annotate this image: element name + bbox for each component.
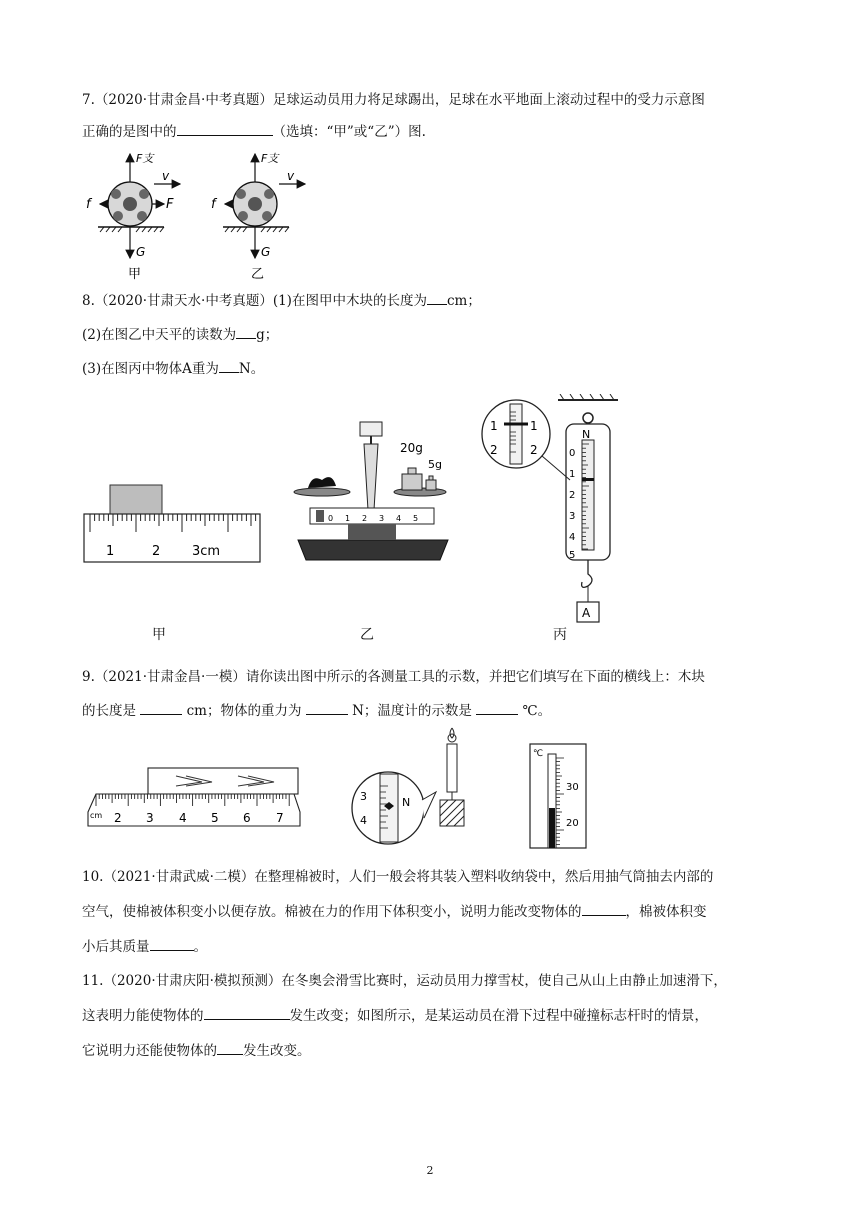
q9-answer-blank-2[interactable] bbox=[306, 700, 348, 715]
q8-balance-scale-4: 4 bbox=[396, 514, 402, 523]
q9-thermometer-unit: ℃ bbox=[533, 749, 544, 759]
q8-spring-scale-0: 0 bbox=[569, 448, 576, 459]
q8-balance-scale-1: 1 bbox=[345, 514, 351, 523]
q7-ball-jia bbox=[86, 152, 180, 282]
q7-jia-F-label: F bbox=[166, 197, 174, 212]
q8-weight-20g-label: 20g bbox=[400, 441, 423, 455]
q9-ruler-unit: cm bbox=[90, 811, 103, 820]
q10-answer-blank-2[interactable] bbox=[150, 936, 194, 951]
q8-magnifier-mark-2-left: 2 bbox=[490, 443, 498, 457]
q9-ruler-tick-4: 4 bbox=[179, 811, 187, 825]
q10-text-3a: 小后其质量 bbox=[82, 939, 150, 955]
q8-balance-figure bbox=[288, 410, 460, 580]
q7-yi-fsupport-label: F支 bbox=[261, 152, 279, 165]
q8-text-1a: 8.（2020·甘肃天水·中考真题）(1)在图甲中木块的长度为 bbox=[82, 293, 427, 309]
q10-text-2a: 空气，使棉被体积变小以便存放。棉被在力的作用下体积变小，说明力能改变物体的 bbox=[82, 904, 582, 920]
q8-magnifier-mark-1-right: 1 bbox=[530, 419, 538, 433]
q9-thermometer-mark-20: 20 bbox=[566, 818, 579, 829]
q8-caption-bing: 丙 bbox=[553, 627, 567, 643]
q8-magnifier-mark-1-left: 1 bbox=[490, 419, 498, 433]
q10-line3 bbox=[82, 930, 782, 965]
q9-text-2d: ℃。 bbox=[522, 703, 552, 719]
q8-balance-scale-5: 5 bbox=[413, 514, 419, 523]
q11-line1: 11.（2020·甘肃庆阳·模拟预测）在冬奥会滑雪比赛时，运动员用力撑雪杖，使自己从山上由静止加速滑下， bbox=[82, 973, 727, 989]
q8-magnifier-mark-2-right: 2 bbox=[530, 443, 538, 457]
q8-balance-scale-2: 2 bbox=[362, 514, 368, 523]
q8-answer-blank-3[interactable] bbox=[219, 358, 239, 373]
q9-spring-unit: N bbox=[402, 796, 411, 809]
q8-object-A-label: A bbox=[582, 606, 591, 620]
q8-spring-scale-figure bbox=[478, 394, 628, 628]
q8-caption-jia: 甲 bbox=[152, 627, 166, 643]
q11-text-3b: 发生改变。 bbox=[243, 1043, 311, 1059]
q9-text-2b: cm；物体的重力为 bbox=[186, 703, 302, 719]
q7-jia-f-label: f bbox=[86, 197, 91, 212]
page-number: 2 bbox=[426, 1164, 434, 1177]
q7-force-diagram bbox=[80, 150, 340, 285]
q8-spring-scale-2: 2 bbox=[569, 490, 576, 501]
q8-line3 bbox=[82, 352, 782, 386]
q7-text-b: （选填：“甲”或“乙”）图. bbox=[272, 124, 426, 140]
question-11 bbox=[82, 964, 782, 1069]
q7-caption-jia: 甲 bbox=[128, 267, 142, 282]
q8-text-1b: cm； bbox=[446, 293, 481, 309]
q10-text-2b: ，棉被体积变 bbox=[625, 904, 707, 920]
q8-answer-blank-2[interactable] bbox=[236, 324, 256, 339]
question-8 bbox=[82, 284, 782, 386]
q7-line1: 7.（2020·甘肃金昌·中考真题）足球运动员用力将足球踢出，足球在水平地面上滚动过程中的受力示意图 bbox=[82, 92, 705, 108]
q9-text-2a: 的长度是 bbox=[82, 703, 136, 719]
q9-ruler-tick-6: 6 bbox=[243, 811, 251, 825]
q8-ruler-tick-1: 1 bbox=[106, 544, 115, 559]
q8-text-3b: N。 bbox=[238, 361, 265, 377]
q8-weight-5g-label: 5g bbox=[428, 458, 442, 471]
q7-yi-G-label: G bbox=[261, 245, 271, 259]
q8-spring-scale-1: 1 bbox=[569, 469, 576, 480]
q8-ruler-tick-2: 2 bbox=[152, 544, 161, 559]
q9-line1: 9.（2021·甘肃金昌·一模）请你读出图中所示的各测量工具的示数，并把它们填写在下面的横线上：木块 bbox=[82, 669, 705, 685]
question-7 bbox=[82, 84, 782, 148]
q8-line1 bbox=[82, 284, 782, 318]
q11-text-2a: 这表明力能使物体的 bbox=[82, 1008, 204, 1024]
q8-balance-scale-0: 0 bbox=[328, 514, 334, 523]
q8-caption-yi: 乙 bbox=[360, 627, 374, 643]
q8-line2 bbox=[82, 318, 782, 352]
q8-text-2a: (2)在图乙中天平的读数为 bbox=[82, 327, 237, 343]
q8-text-2b: g； bbox=[256, 327, 279, 343]
q7-line2 bbox=[82, 116, 782, 148]
q9-spring-scale-figure bbox=[344, 726, 484, 850]
q9-spring-mark-4: 4 bbox=[360, 814, 367, 827]
q8-balance-scale-3: 3 bbox=[379, 514, 385, 523]
q10-answer-blank-1[interactable] bbox=[582, 901, 626, 916]
q7-jia-fsupport-label: F支 bbox=[136, 152, 154, 165]
q8-answer-blank-1[interactable] bbox=[427, 290, 447, 305]
q9-ruler-tick-5: 5 bbox=[211, 811, 219, 825]
q8-text-3a: (3)在图丙中物体A重为 bbox=[82, 361, 219, 377]
question-10 bbox=[82, 860, 782, 965]
q8-spring-scale-3: 3 bbox=[569, 511, 576, 522]
q7-yi-v-label: v bbox=[287, 169, 295, 183]
q7-answer-blank[interactable] bbox=[177, 121, 273, 136]
q7-yi-f-label: f bbox=[211, 197, 216, 212]
q9-answer-blank-1[interactable] bbox=[140, 700, 182, 715]
q9-line2 bbox=[82, 694, 782, 728]
q10-text-3b: 。 bbox=[193, 939, 207, 955]
question-9 bbox=[82, 660, 782, 728]
q7-text-a: 正确的是图中的 bbox=[82, 124, 177, 140]
q10-line2 bbox=[82, 895, 782, 930]
q9-ruler-tick-2: 2 bbox=[114, 811, 122, 825]
q7-jia-v-label: v bbox=[162, 169, 170, 183]
q7-ball-yi bbox=[211, 152, 305, 282]
q11-line2 bbox=[82, 999, 782, 1034]
q9-thermometer-mark-30: 30 bbox=[566, 782, 579, 793]
q7-caption-yi: 乙 bbox=[251, 267, 265, 282]
q8-spring-scale-5: 5 bbox=[569, 550, 576, 561]
q11-answer-blank-1[interactable] bbox=[204, 1005, 290, 1020]
q7-jia-G-label: G bbox=[136, 245, 146, 259]
q11-answer-blank-2[interactable] bbox=[217, 1040, 243, 1055]
q9-thermometer-figure bbox=[528, 742, 590, 850]
q9-text-2c: N；温度计的示数是 bbox=[352, 703, 472, 719]
q9-ruler-figure bbox=[86, 764, 304, 842]
q8-ruler-figure bbox=[82, 480, 264, 570]
q9-spring-mark-3: 3 bbox=[360, 790, 367, 803]
q11-text-2b: 发生改变；如图所示，是某运动员在滑下过程中碰撞标志杆时的情景， bbox=[289, 1008, 708, 1024]
q9-answer-blank-3[interactable] bbox=[476, 700, 518, 715]
q11-text-3a: 它说明力还能使物体的 bbox=[82, 1043, 217, 1059]
q8-ruler-tick-3: 3cm bbox=[192, 544, 221, 559]
q11-line3 bbox=[82, 1034, 782, 1069]
q9-ruler-tick-3: 3 bbox=[146, 811, 154, 825]
q8-spring-unit: N bbox=[582, 428, 591, 441]
q9-ruler-tick-7: 7 bbox=[276, 811, 284, 825]
q10-line1: 10.（2021·甘肃武威·二模）在整理棉被时，人们一般会将其装入塑料收纳袋中，然后用抽气筒抽去内部的 bbox=[82, 869, 714, 885]
q8-spring-scale-4: 4 bbox=[569, 532, 576, 543]
